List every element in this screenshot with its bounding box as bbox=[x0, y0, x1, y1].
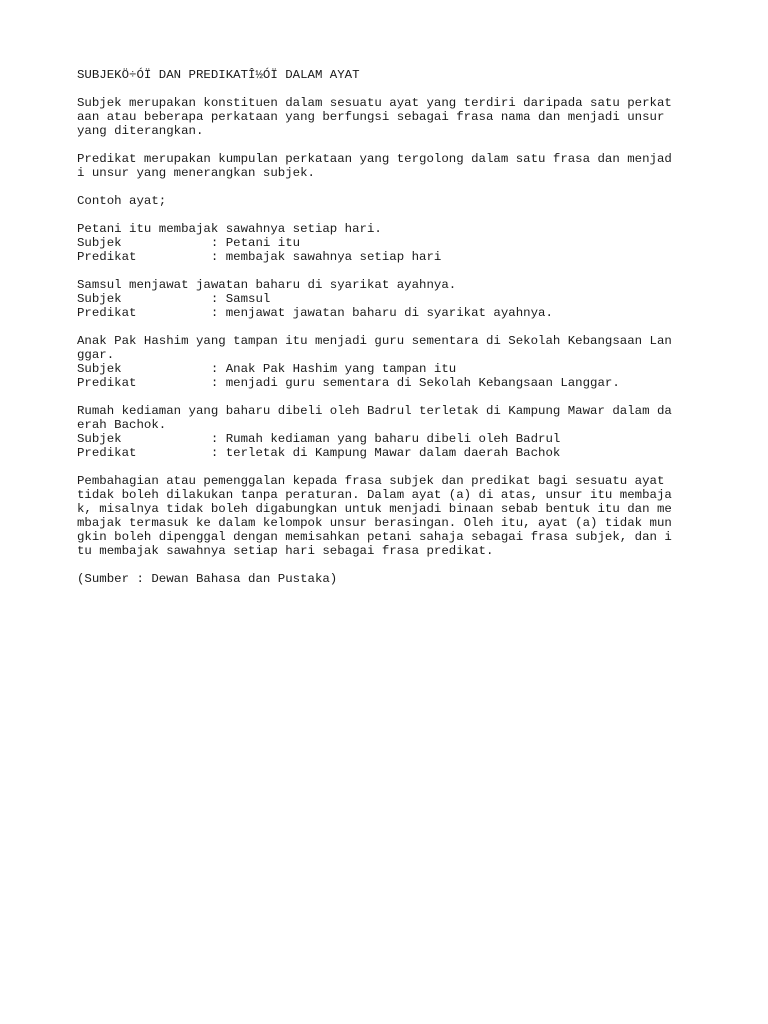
example-predikat: Predikat : menjadi guru sementara di Sekolah Kebangsaan Langgar. bbox=[77, 376, 620, 390]
paragraph-line: tu membajak sawahnya setiap hari sebagai frasa predikat. bbox=[77, 544, 494, 558]
example-subjek: Subjek : Samsul bbox=[77, 292, 271, 306]
paragraph-line: aan atau beberapa perkataan yang berfungsi sebagai frasa nama dan menjadi unsur bbox=[77, 110, 665, 124]
conclusion-paragraph bbox=[77, 474, 717, 558]
example-sentence: ggar. bbox=[77, 348, 115, 362]
contoh-label-block bbox=[77, 194, 717, 208]
source-citation: (Sumber : Dewan Bahasa dan Pustaka) bbox=[77, 572, 338, 586]
example-3 bbox=[77, 334, 717, 390]
paragraph-line: mbajak termasuk ke dalam kelompok unsur berasingan. Oleh itu, ayat (a) tidak mun bbox=[77, 516, 672, 530]
example-subjek: Subjek : Rumah kediaman yang baharu dibeli oleh Badrul bbox=[77, 432, 561, 446]
example-sentence: Samsul menjawat jawatan baharu di syarikat ayahnya. bbox=[77, 278, 457, 292]
paragraph-line: i unsur yang menerangkan subjek. bbox=[77, 166, 315, 180]
example-4 bbox=[77, 404, 717, 460]
example-sentence: Petani itu membajak sawahnya setiap hari. bbox=[77, 222, 382, 236]
example-1 bbox=[77, 222, 717, 264]
paragraph-line: Pembahagian atau pemenggalan kepada frasa subjek dan predikat bagi sesuatu ayat bbox=[77, 474, 665, 488]
contoh-label: Contoh ayat; bbox=[77, 194, 167, 208]
document-page bbox=[77, 68, 717, 600]
document-title: SUBJEKÖ÷ÓÏ DAN PREDIKATÎ½ÓÏ DALAM AYAT bbox=[77, 68, 360, 82]
paragraph-line: gkin boleh dipenggal dengan memisahkan petani sahaja sebagai frasa subjek, dan i bbox=[77, 530, 672, 544]
example-sentence: Rumah kediaman yang baharu dibeli oleh Badrul terletak di Kampung Mawar dalam da bbox=[77, 404, 672, 418]
example-subjek: Subjek : Anak Pak Hashim yang tampan itu bbox=[77, 362, 457, 376]
example-sentence: erah Bachok. bbox=[77, 418, 167, 432]
subjek-definition bbox=[77, 96, 717, 138]
example-2 bbox=[77, 278, 717, 320]
example-subjek: Subjek : Petani itu bbox=[77, 236, 301, 250]
paragraph-line: Subjek merupakan konstituen dalam sesuatu ayat yang terdiri daripada satu perkat bbox=[77, 96, 672, 110]
example-predikat: Predikat : menjawat jawatan baharu di syarikat ayahnya. bbox=[77, 306, 553, 320]
paragraph-line: Predikat merupakan kumpulan perkataan yang tergolong dalam satu frasa dan menjad bbox=[77, 152, 672, 166]
paragraph-line: tidak boleh dilakukan tanpa peraturan. Dalam ayat (a) di atas, unsur itu membaja bbox=[77, 488, 672, 502]
example-sentence: Anak Pak Hashim yang tampan itu menjadi guru sementara di Sekolah Kebangsaan Lan bbox=[77, 334, 672, 348]
example-predikat: Predikat : terletak di Kampung Mawar dalam daerah Bachok bbox=[77, 446, 561, 460]
example-predikat: Predikat : membajak sawahnya setiap hari bbox=[77, 250, 442, 264]
predikat-definition bbox=[77, 152, 717, 180]
paragraph-line: yang diterangkan. bbox=[77, 124, 204, 138]
source-block bbox=[77, 572, 717, 586]
paragraph-line: k, misalnya tidak boleh digabungkan untuk menjadi binaan sebab bentuk itu dan me bbox=[77, 502, 672, 516]
document-title-block bbox=[77, 68, 717, 82]
